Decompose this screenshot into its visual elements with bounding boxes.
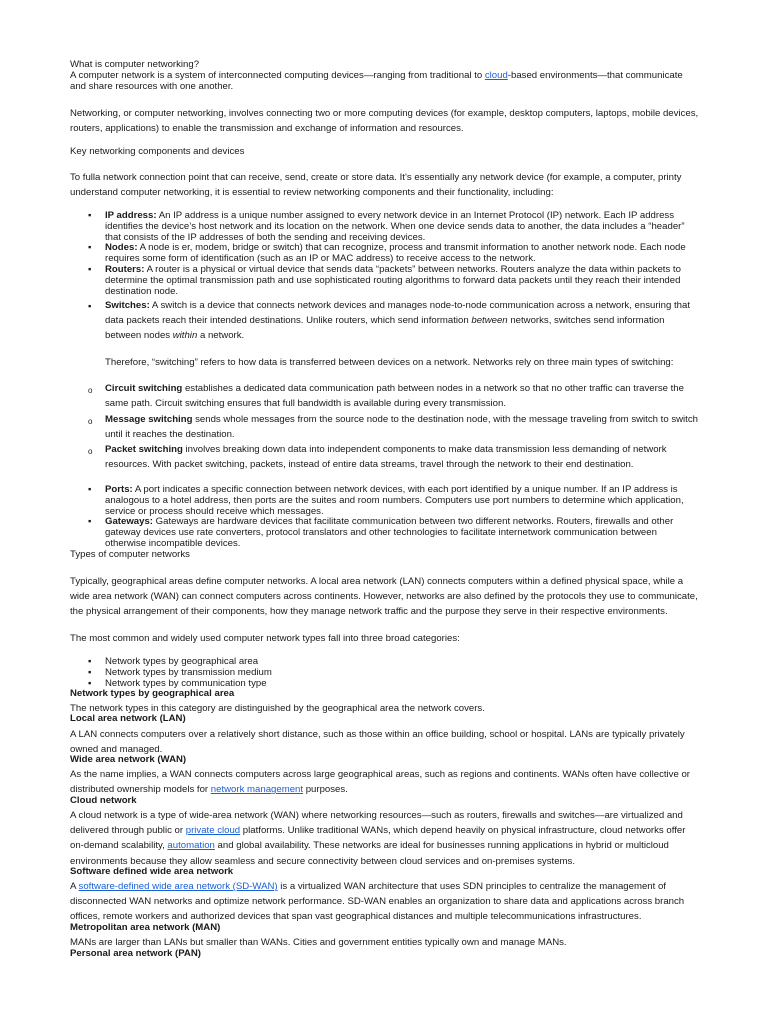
em-between: between	[471, 315, 508, 327]
bullet-marker	[88, 264, 91, 275]
lan-paragraph: A LAN connects computers over a relatively short distance, such as those within an office building, school or hospital. LANs are typically privately owned and managed.	[70, 729, 685, 756]
wan-text-b: purposes.	[303, 784, 348, 796]
cloud-text-c: and global availability. These networks are ideal for businesses running applications in hybrid or multicloud environments because they allow seamless and secure connectivity between cloud services and on-premises systems.	[70, 840, 669, 867]
text-nodes: A node is er, modem, bridge or switch) that can recognize, process and transmit information to another network node. Each node requires some form of identification (such as an IP or MAC address) to receive access to the network.	[105, 242, 686, 264]
text-switches-c: a network.	[197, 330, 245, 342]
term-circuit-switching: Circuit switching	[105, 383, 183, 394]
list-item: Network types by communication type	[105, 678, 267, 689]
sd-wan-paragraph	[70, 879, 700, 925]
list-item: Network types by geographical area	[105, 656, 259, 667]
heading-pan: Personal area network (PAN)	[70, 948, 201, 959]
item-switches	[105, 298, 700, 344]
bullet-marker	[88, 210, 91, 221]
heading-sd-wan: Software defined wide area network	[70, 866, 234, 877]
text-switches-a: A switch is a device that connects network devices and manages node-to-node communication across a network, ensuring that data packets reach their intended destinations. Unlike routers, which send information	[105, 300, 691, 327]
heading-man: Metropolitan area network (MAN)	[70, 922, 221, 933]
term-ports: Ports:	[105, 484, 133, 495]
heading-lan: Local area network (LAN)	[70, 713, 186, 724]
text-message-switching: sends whole messages from the source node to the destination node, with the message traveling from switch to switch until it reaches the destination.	[105, 414, 698, 441]
sd-wan-link[interactable]: software-defined wide area network (SD-WAN)	[78, 881, 278, 892]
automation-link[interactable]: automation	[167, 840, 215, 852]
private-cloud-link[interactable]: private cloud	[185, 825, 241, 837]
categories-intro: The most common and widely used computer network types fall into three broad categories:	[70, 633, 460, 644]
bullet-marker	[88, 656, 91, 667]
cloud-text-b: platforms. Unlike traditional WANs, which depend heavily on physical infrastructure, cloud networks offer on-demand scalability,	[70, 825, 686, 852]
bullet-marker	[88, 301, 91, 312]
item-circuit-switching	[105, 381, 700, 411]
heading-geographical-area: Network types by geographical area	[70, 688, 235, 699]
item-packet-switching	[105, 442, 700, 472]
wan-text-a: As the name implies, a WAN connects computers across large geographical areas, such as regions and continents. WANs often have collective or distributed ownership models for	[70, 769, 690, 796]
bullet-marker	[88, 484, 91, 495]
heading-types-of-networks: Types of computer networks	[70, 549, 190, 560]
item-gateways	[105, 516, 700, 549]
term-packet-switching: Packet switching	[105, 444, 183, 455]
term-nodes: Nodes:	[105, 242, 138, 253]
cloud-text-a: A cloud network is a type of wide-area network (WAN) where networking resources—such as routers, firewalls and switches—are virtualized and delivered through public or	[70, 810, 683, 837]
intro-paragraph	[70, 70, 700, 92]
item-routers	[105, 264, 700, 297]
text-packet-switching: involves breaking down data into independent components to make data transmission less demanding of network resources. With packet switching, packets, instead of entire data streams, travel through the network to their end destination.	[105, 444, 667, 471]
heading-cloud-network: Cloud network	[70, 795, 137, 806]
types-paragraph: Typically, geographical areas define computer networks. A local area network (LAN) connects computers within a defined physical space, while a wide area network (WAN) can connect computers across continents. However, networks are also defined by the protocols they use to communicate, the physical arrangement of their components, how they manage network traffic and the purpose they serve in their respective environments.	[70, 576, 698, 618]
text-ip-address: An IP address is a unique number assigned to every network device in an Internet Protocol (IP) network. Each IP address identifies the device’s host network and its location on the network. When one device sends data to another, the data includes a “header” that consists of the IP addresses of both the sending and receiving devices.	[105, 210, 685, 243]
circle-bullet: o	[88, 447, 93, 456]
cloud-link[interactable]: cloud	[484, 70, 508, 81]
term-gateways: Gateways:	[105, 516, 153, 527]
term-message-switching: Message switching	[105, 414, 193, 425]
bullet-marker	[88, 242, 91, 253]
item-ports	[105, 484, 700, 517]
circle-bullet: o	[88, 417, 93, 426]
components-intro: To fulla network connection point that can receive, send, create or store data. It’s essentially any network device (for example, a computer, printy understand computer networking, it is essential to review networking components and their functionality, including:	[70, 172, 682, 199]
man-paragraph: MANs are larger than LANs but smaller than WANs. Cities and government entities typically own and manage MANs.	[70, 937, 567, 948]
heading-wan: Wide area network (WAN)	[70, 754, 187, 765]
bullet-marker	[88, 516, 91, 527]
text-gateways: Gateways are hardware devices that facilitate communication between two different networks. Routers, firewalls and other gateway devices use rate converters, protocol translators and other technologies to facilitate internetwork communication between otherwise incompatible devices.	[105, 516, 674, 549]
sd-wan-text-a: A	[70, 881, 79, 892]
wan-paragraph	[70, 767, 700, 797]
network-management-link[interactable]: network management	[210, 784, 304, 796]
text-switches-b: networks, switches send information between nodes	[105, 315, 665, 342]
text-routers: A router is a physical or virtual device that sends data “packets” between networks. Routers analyze the data within packets to determine the optimal transmission path and use sophisticated routing algorithms to forward data packets until they reach their intended destination node.	[105, 264, 681, 297]
geo-intro: The network types in this category are distinguished by the geographical area the network covers.	[70, 703, 485, 714]
list-item: Network types by transmission medium	[105, 667, 272, 678]
term-switches: Switches:	[105, 300, 150, 311]
text-circuit-switching: establishes a dedicated data communication path between nodes in a network so that no other traffic can traverse the same path. Circuit switching ensures that full bandwidth is available during every transmission.	[105, 383, 684, 410]
intro-text-b: -based environments—that communicate and share resources with one another.	[70, 70, 683, 92]
text-ports: A port indicates a specific connection between network devices, with each port identified by a unique number. If an IP address is analogous to a hotel address, then ports are the suites and room numbers. Computers use port numbers to determine which application, service or process should receive which messages.	[105, 484, 684, 517]
circle-bullet: o	[88, 386, 93, 395]
bullet-marker	[88, 667, 91, 678]
em-within: within	[172, 330, 198, 342]
switching-intro: Therefore, “switching” refers to how data is transferred between devices on a network. Networks rely on three main types of switching:	[105, 357, 674, 368]
item-nodes	[105, 242, 700, 264]
term-ip-address: IP address:	[105, 210, 157, 221]
sd-wan-text-b: is a virtualized WAN architecture that uses SDN principles to centralize the management of disconnected WAN networks and optimize network performance. SD-WAN enables an organization to share data and applications across branch offices, remote workers and authorized devices that span vast geographical distances and multiple telecommunications infrastructures.	[70, 881, 685, 923]
cloud-paragraph	[70, 808, 700, 869]
item-message-switching	[105, 412, 700, 442]
item-ip-address	[105, 210, 700, 243]
networking-definition: Networking, or computer networking, involves connecting two or more computing devices (for example, desktop computers, laptops, mobile devices, routers, applications) to enable the transmission and exchange of information and resources.	[70, 108, 699, 135]
heading-key-components: Key networking components and devices	[70, 146, 245, 157]
intro-text-a: A computer network is a system of interconnected computing devices—ranging from traditional to	[70, 70, 485, 81]
term-routers: Routers:	[105, 264, 145, 275]
heading-what-is-networking: What is computer networking?	[70, 59, 200, 70]
